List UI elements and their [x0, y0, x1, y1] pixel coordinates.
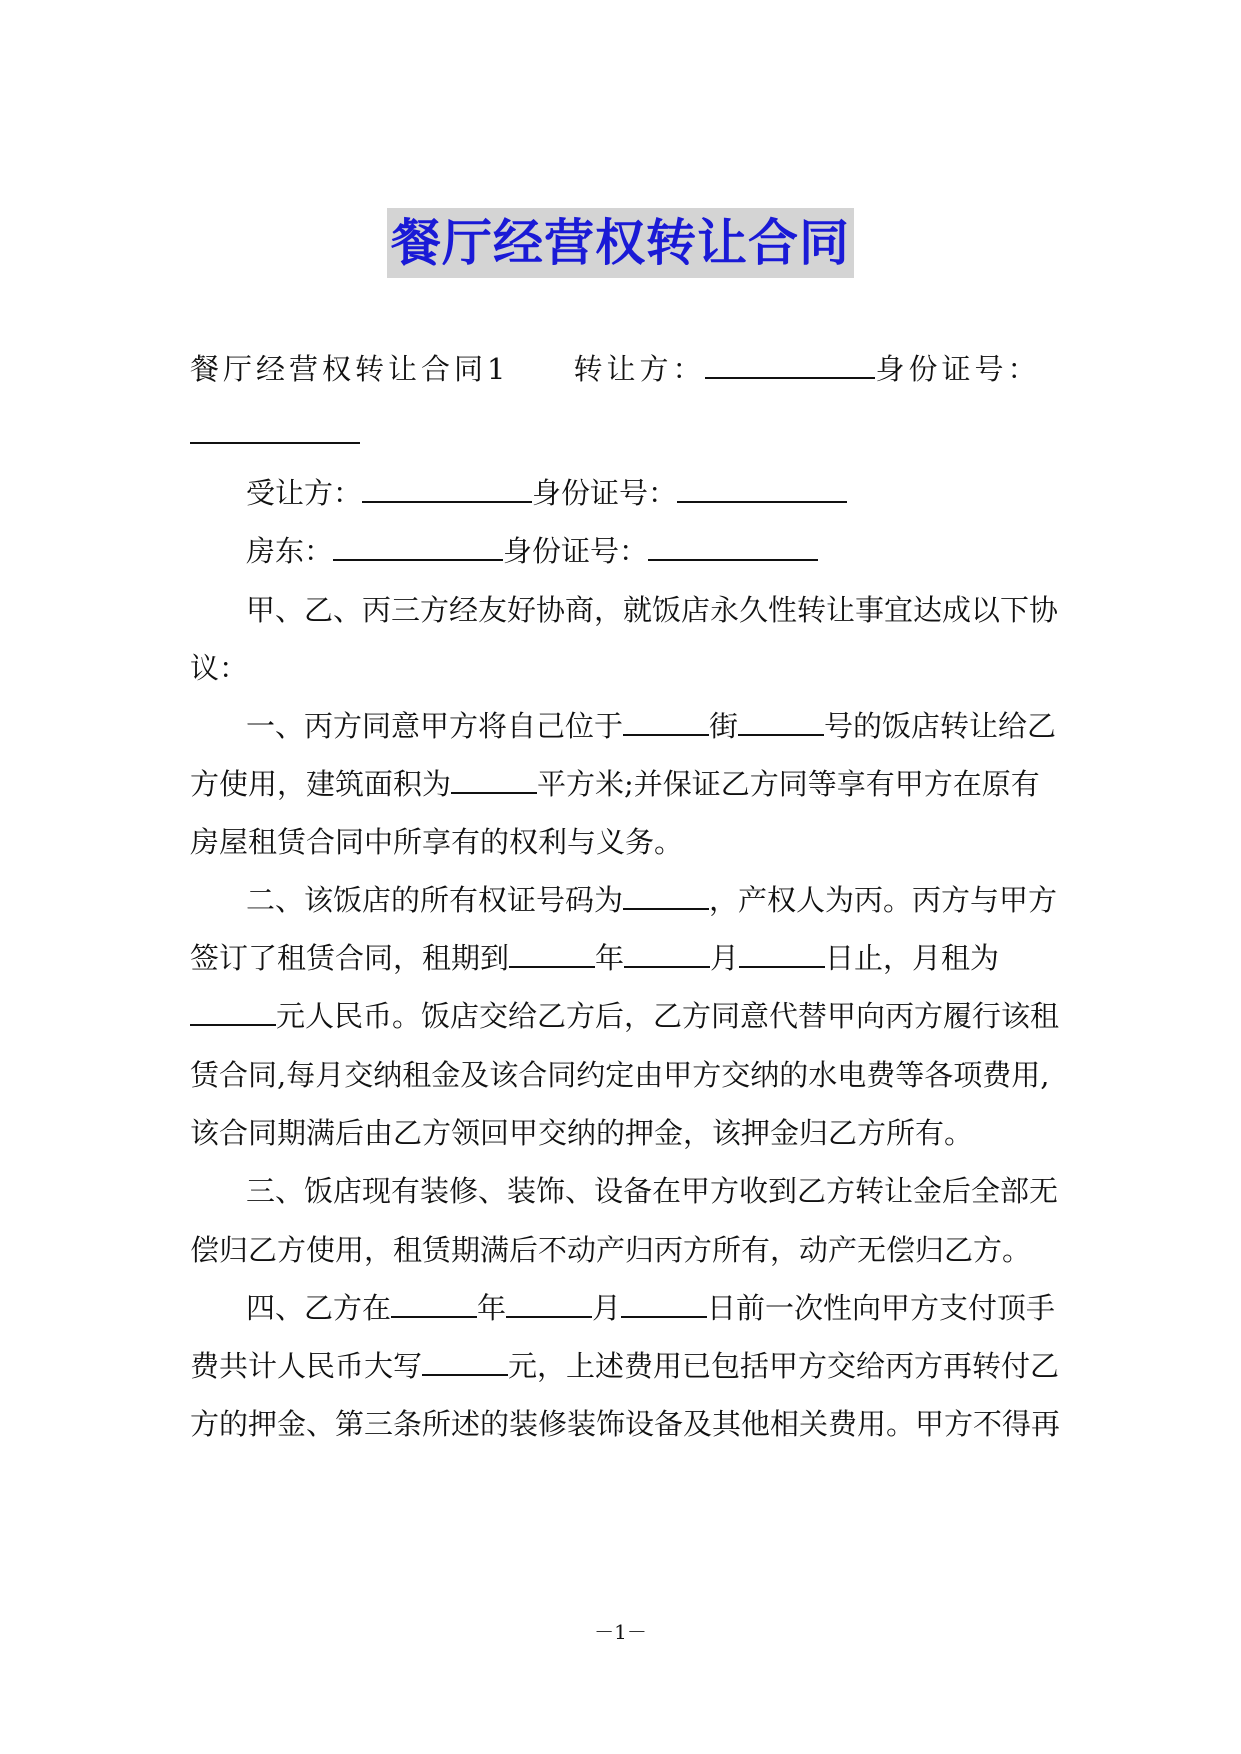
transferee-id-blank[interactable]: [677, 473, 847, 503]
number-blank[interactable]: [738, 706, 824, 736]
rent-amount-blank[interactable]: [190, 996, 276, 1026]
month-label: 月: [710, 941, 740, 975]
id-number-label: 身份证号：: [875, 352, 1041, 386]
paragraph-text: 偿归乙方使用，租赁期满后不动产归丙方所有，动产无偿归乙方。: [190, 1233, 1032, 1267]
month-blank[interactable]: [624, 938, 710, 968]
transferor-label: 转让方：: [573, 352, 706, 386]
clause-2-text: ，产权人为丙。丙方与甲方: [709, 883, 1058, 917]
transferee-blank[interactable]: [362, 473, 532, 503]
document-title: 餐厅经营权转让合同: [387, 208, 854, 278]
year-blank[interactable]: [509, 938, 595, 968]
paragraph-text: 甲、乙、丙三方经友好协商，就饭店永久性转让事宜达成以下协: [246, 593, 1059, 627]
paragraph-text: 日止，月租为: [825, 941, 1000, 975]
paragraph-line: [190, 996, 1060, 1036]
payment-day-blank[interactable]: [621, 1288, 707, 1318]
paragraph-text: 方使用，建筑面积为: [190, 767, 452, 801]
paragraph-text: 该合同期满后由乙方领回甲交纳的押金，该押金归乙方所有。: [190, 1116, 974, 1150]
id-number-label: 身份证号：: [532, 476, 678, 510]
payment-year-blank[interactable]: [391, 1288, 477, 1318]
paragraph-line: [246, 531, 1108, 571]
paragraph-line: [190, 1113, 1052, 1153]
paragraph-text: 签订了租赁合同，租期到: [190, 941, 510, 975]
paragraph-line: [246, 473, 1108, 513]
clause-1-text: 号的饭店转让给乙: [824, 709, 1057, 743]
paragraph-line: [190, 1404, 1061, 1444]
clause-1-text: 一、丙方同意甲方将自己位于: [246, 709, 624, 743]
paragraph-line: [190, 938, 1052, 978]
paragraph-line: [246, 880, 1108, 920]
landlord-id-blank[interactable]: [648, 531, 818, 561]
contract-heading-text: 餐厅经营权转让合同1: [190, 352, 510, 386]
street-blank[interactable]: [623, 706, 709, 736]
paragraph-line: [246, 706, 1108, 746]
fee-amount-blank[interactable]: [422, 1346, 508, 1376]
paragraph-line: [246, 1288, 1108, 1328]
paragraph-text: 赁合同,每月交纳租金及该合同约定由甲方交纳的水电费等各项费用,: [190, 1058, 1050, 1092]
month-label: 月: [592, 1291, 622, 1325]
clause-4-text: 四、乙方在: [246, 1291, 392, 1325]
title-container: [0, 208, 1241, 278]
paragraph-line: [190, 1346, 1060, 1386]
id-number-label: 身份证号：: [503, 534, 649, 568]
paragraph-text: 方的押金、第三条所述的装修装饰设备及其他相关费用。甲方不得再: [190, 1407, 1061, 1441]
paragraph-line: [246, 1171, 1059, 1211]
paragraph-line: [190, 349, 1052, 389]
transferor-blank[interactable]: [705, 349, 875, 379]
paragraph-text: 费共计人民币大写: [190, 1349, 423, 1383]
clause-4-text: 日前一次性向甲方支付顶手: [707, 1291, 1056, 1325]
page-number: －1－: [594, 1620, 647, 1644]
paragraph-line: [190, 822, 1052, 862]
landlord-label: 房东：: [246, 534, 334, 568]
year-label: 年: [477, 1291, 507, 1325]
year-label: 年: [595, 941, 625, 975]
payment-month-blank[interactable]: [506, 1288, 592, 1318]
transferor-id-blank[interactable]: [190, 414, 360, 444]
day-blank[interactable]: [739, 938, 825, 968]
paragraph-line: [190, 764, 1052, 804]
paragraph-text: 房屋租赁合同中所享有的权利与义务。: [190, 825, 684, 859]
paragraph-line: [246, 590, 1059, 630]
transferee-label: 受让方：: [246, 476, 363, 510]
paragraph-line: [190, 648, 1052, 688]
certificate-number-blank[interactable]: [623, 880, 709, 910]
street-label: 街: [709, 709, 739, 743]
paragraph-text: 议：: [190, 651, 249, 685]
paragraph-text: 元人民币。饭店交给乙方后，乙方同意代替甲向丙方履行该租: [276, 999, 1060, 1033]
paragraph-line: [190, 1055, 1052, 1095]
paragraph-line: [190, 414, 1052, 454]
paragraph-text: 元，上述费用已包括甲方交给丙方再转付乙: [508, 1349, 1060, 1383]
paragraph-text: 平方米;并保证乙方同等享有甲方在原有: [537, 767, 1040, 801]
landlord-blank[interactable]: [333, 531, 503, 561]
clause-3-text: 三、饭店现有装修、装饰、设备在甲方收到乙方转让金后全部无: [246, 1174, 1059, 1208]
paragraph-line: [190, 1230, 1052, 1270]
area-blank[interactable]: [451, 764, 537, 794]
clause-2-text: 二、该饭店的所有权证号码为: [246, 883, 624, 917]
